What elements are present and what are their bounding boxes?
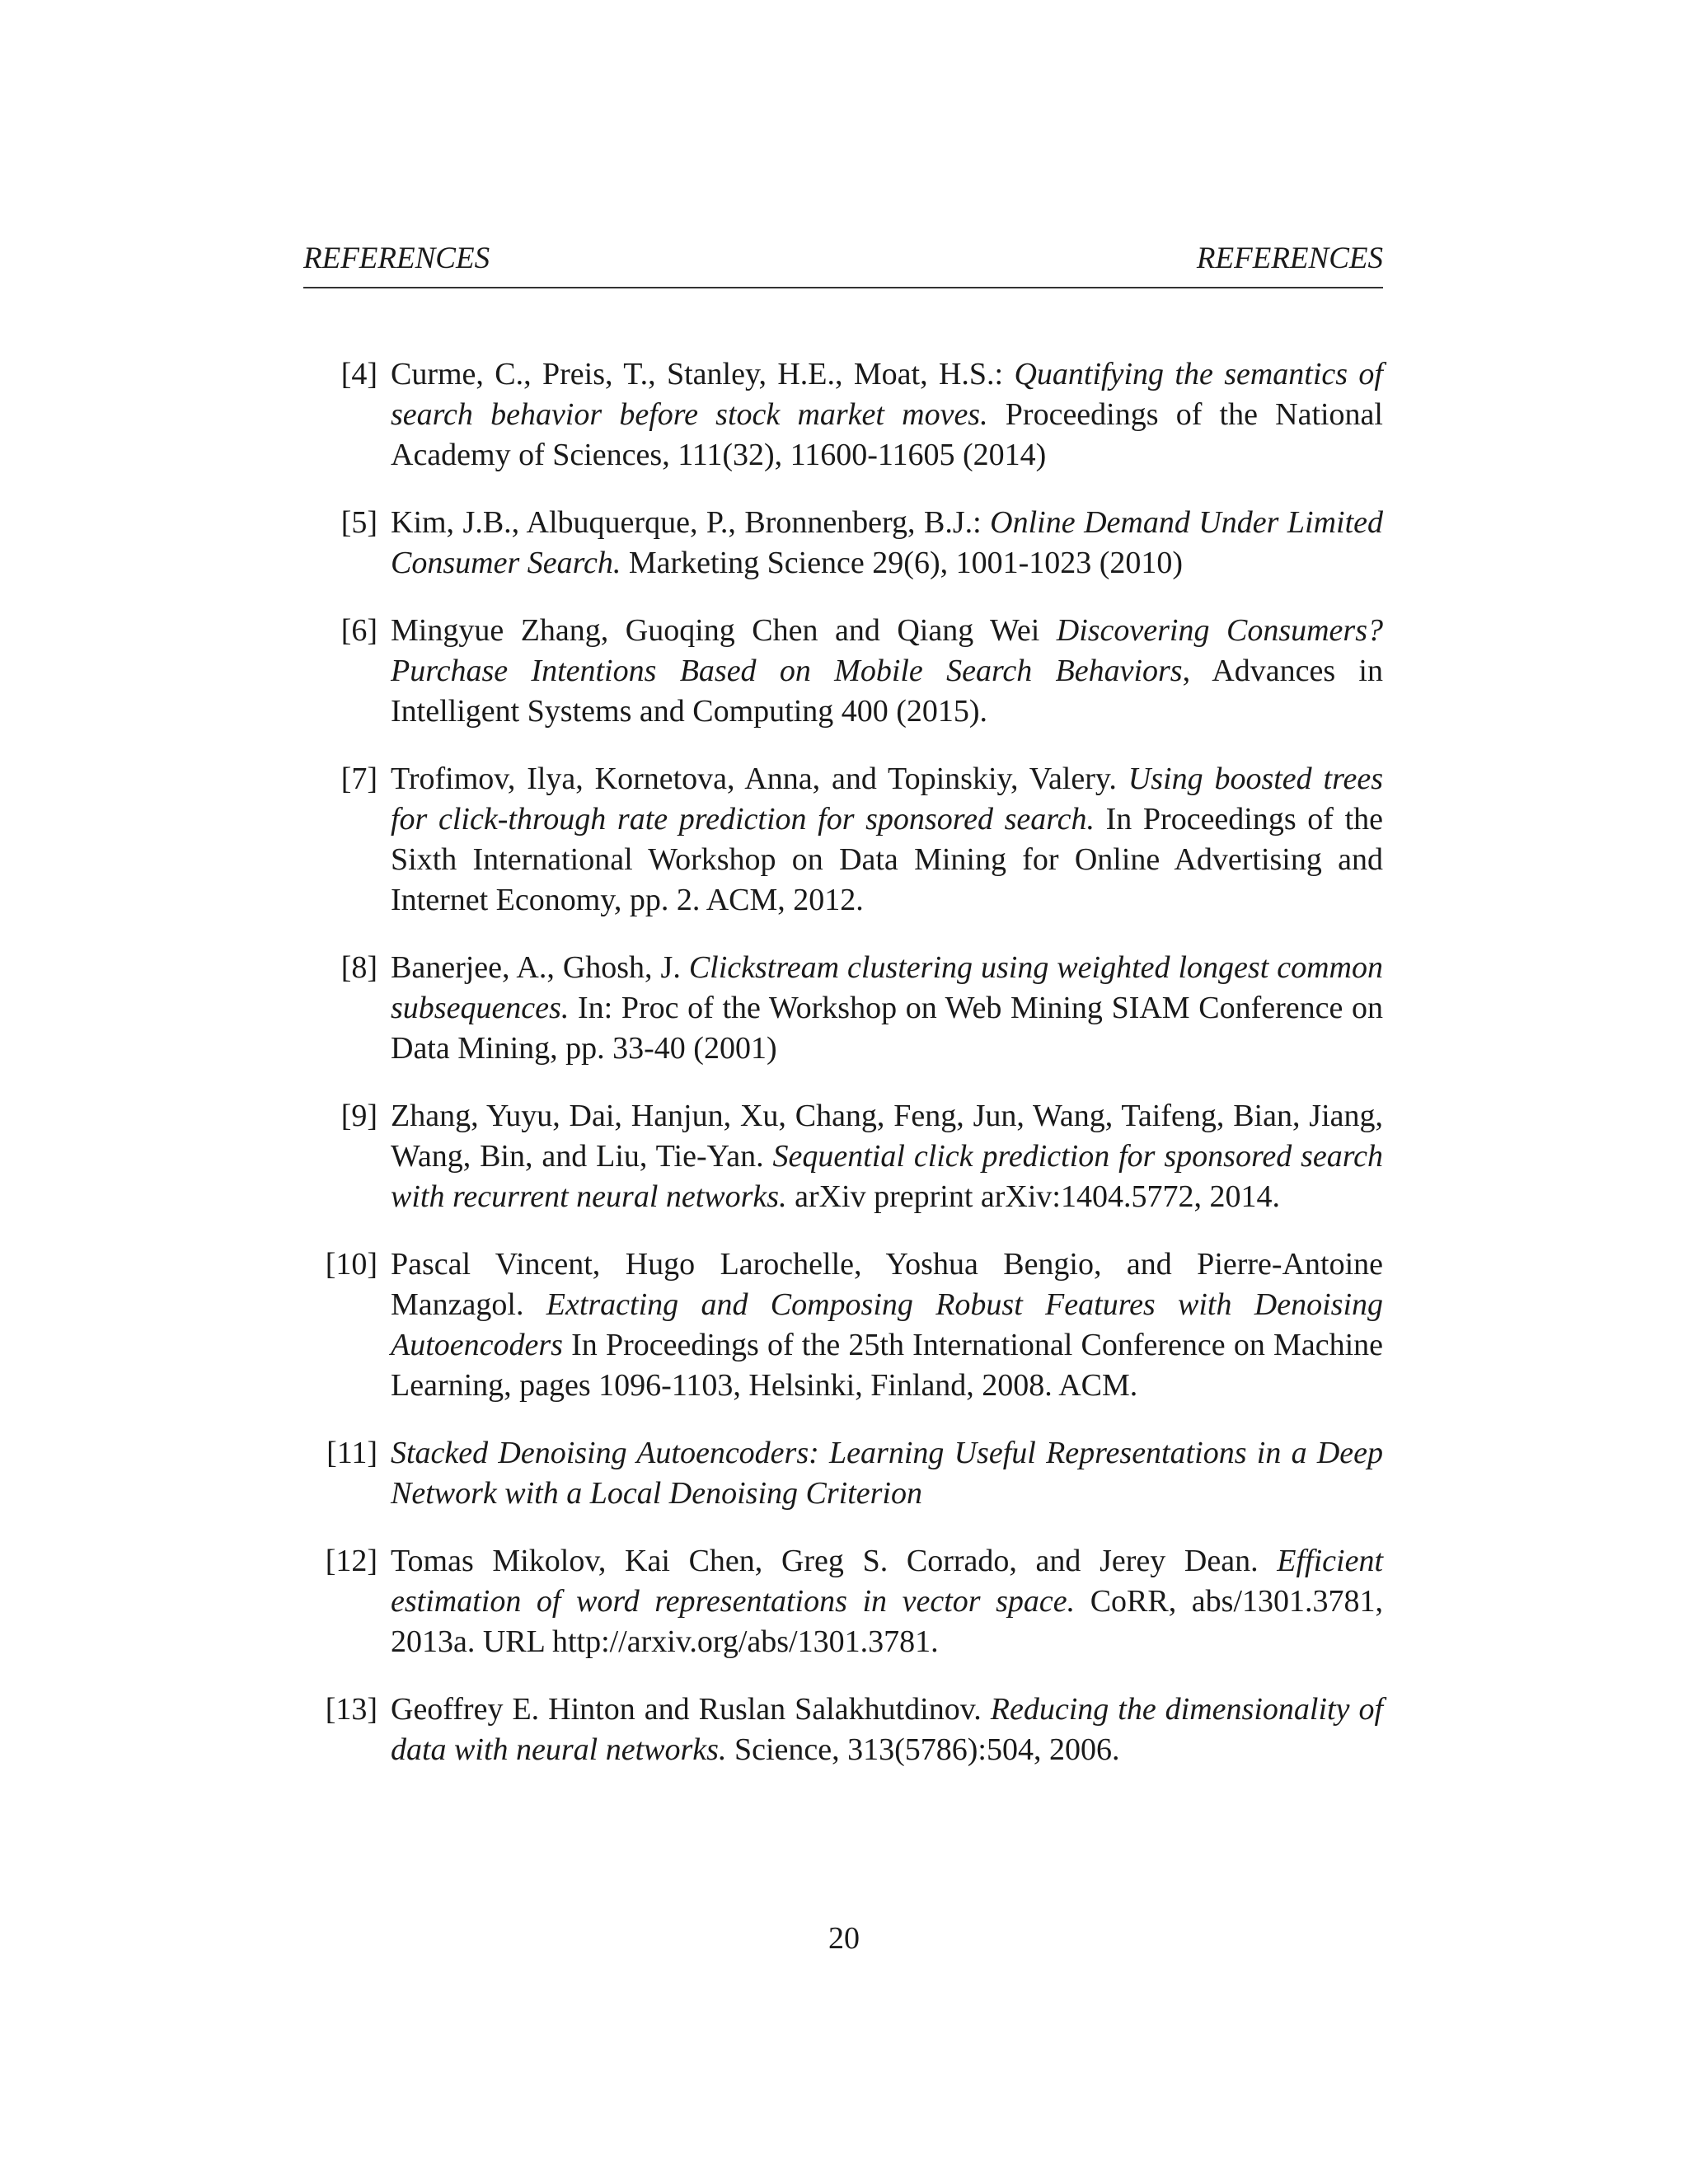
page-number: 20: [828, 1921, 860, 1956]
reference-number: [7]: [340, 762, 377, 796]
reference-number: [5]: [340, 505, 377, 540]
reference-authors: Tomas Mikolov, Kai Chen, Greg S. Corrado, and Jerey Dean.: [391, 1544, 1278, 1578]
reference-item: [303, 1433, 1383, 1514]
reference-authors: Zhang, Yuyu, Dai, Hanjun, Xu, Chang, Feng, Jun, Wang, Taifeng, Bian, Jiang, Wang, Bin, and Liu, Tie-Yan.: [391, 1099, 1383, 1174]
reference-number: [6]: [340, 613, 377, 648]
running-header-left: REFERENCES: [303, 241, 490, 275]
reference-item: [303, 354, 1383, 476]
reference-item: [303, 611, 1383, 732]
reference-title: Clickstream clustering using weighted longest common subsequences.: [391, 950, 1383, 1025]
reference-title: Sequential click prediction for sponsored search with recurrent neural networks.: [391, 1139, 1383, 1214]
reference-source: In: Proc of the Workshop on Web Mining SIAM Conference on Data Mining, pp. 33-40 (2001): [391, 991, 1383, 1066]
running-header: [303, 241, 1383, 288]
reference-authors: Kim, J.B., Albuquerque, P., Bronnenberg, B.J.:: [391, 505, 991, 540]
reference-item: [303, 948, 1383, 1069]
reference-number: [4]: [340, 357, 377, 391]
reference-authors: Banerjee, A., Ghosh, J.: [391, 950, 689, 985]
reference-title: Online Demand Under Limited Consumer Search.: [391, 505, 1383, 580]
reference-title: Stacked Denoising Autoencoders: Learning Useful Representations in a Deep Network with a Local Denoising Criterion: [391, 1436, 1383, 1511]
reference-source: , Advances in Intelligent Systems and Computing 400 (2015).: [391, 654, 1383, 729]
reference-source: In Proceedings of the Sixth International Workshop on Data Mining for Online Advertising and Internet Economy, pp. 2. ACM, 2012.: [391, 802, 1383, 917]
reference-number: [12]: [325, 1544, 377, 1578]
reference-source: arXiv preprint arXiv:1404.5772, 2014.: [786, 1179, 1280, 1214]
reference-title: Reducing the dimensionality of data with neural networks.: [391, 1692, 1384, 1767]
reference-number: [10]: [325, 1247, 377, 1282]
reference-number: [13]: [325, 1692, 377, 1727]
reference-title: Discovering Consumers? Purchase Intentions Based on Mobile Search Behaviors: [391, 613, 1383, 688]
reference-item: [303, 503, 1383, 583]
reference-source: In Proceedings of the 25th International Conference on Machine Learning, pages 1096-1103, Helsinki, Finland, 2008. ACM.: [391, 1328, 1383, 1403]
reference-authors: Geoffrey E. Hinton and Ruslan Salakhutdinov.: [391, 1692, 991, 1727]
reference-source: Marketing Science 29(6), 1001-1023 (2010): [621, 546, 1184, 580]
reference-source: Proceedings of the National Academy of Sciences, 111(32), 11600-11605 (2014): [391, 397, 1383, 472]
reference-title: Efficient estimation of word representations in vector space.: [391, 1544, 1383, 1619]
reference-item: [303, 1541, 1383, 1662]
reference-title: Using boosted trees for click-through rate prediction for sponsored search.: [391, 762, 1383, 837]
reference-number: [8]: [340, 950, 377, 985]
reference-authors: Trofimov, Ilya, Kornetova, Anna, and Topinskiy, Valery.: [391, 762, 1128, 796]
reference-item: [303, 1096, 1383, 1217]
reference-title: Quantifying the semantics of search behavior before stock market moves.: [391, 357, 1383, 432]
reference-source: Science, 313(5786):504, 2006.: [726, 1732, 1120, 1767]
reference-authors: Mingyue Zhang, Guoqing Chen and Qiang Wei: [391, 613, 1057, 648]
reference-title: Extracting and Composing Robust Features with Denoising Autoencoders: [391, 1287, 1383, 1362]
reference-item: [303, 1244, 1383, 1406]
reference-authors: Curme, C., Preis, T., Stanley, H.E., Moat, H.S.:: [391, 357, 1015, 391]
reference-number: [11]: [326, 1436, 377, 1470]
reference-item: [303, 759, 1383, 921]
reference-number: [9]: [340, 1099, 377, 1133]
reference-list: [303, 354, 1383, 1797]
running-header-right: REFERENCES: [1196, 241, 1383, 275]
reference-item: [303, 1690, 1383, 1770]
reference-source: CoRR, abs/1301.3781, 2013a. URL http://arxiv.org/abs/1301.3781.: [391, 1584, 1384, 1659]
reference-authors: Pascal Vincent, Hugo Larochelle, Yoshua Bengio, and Pierre-Antoine Manzagol.: [391, 1247, 1383, 1322]
